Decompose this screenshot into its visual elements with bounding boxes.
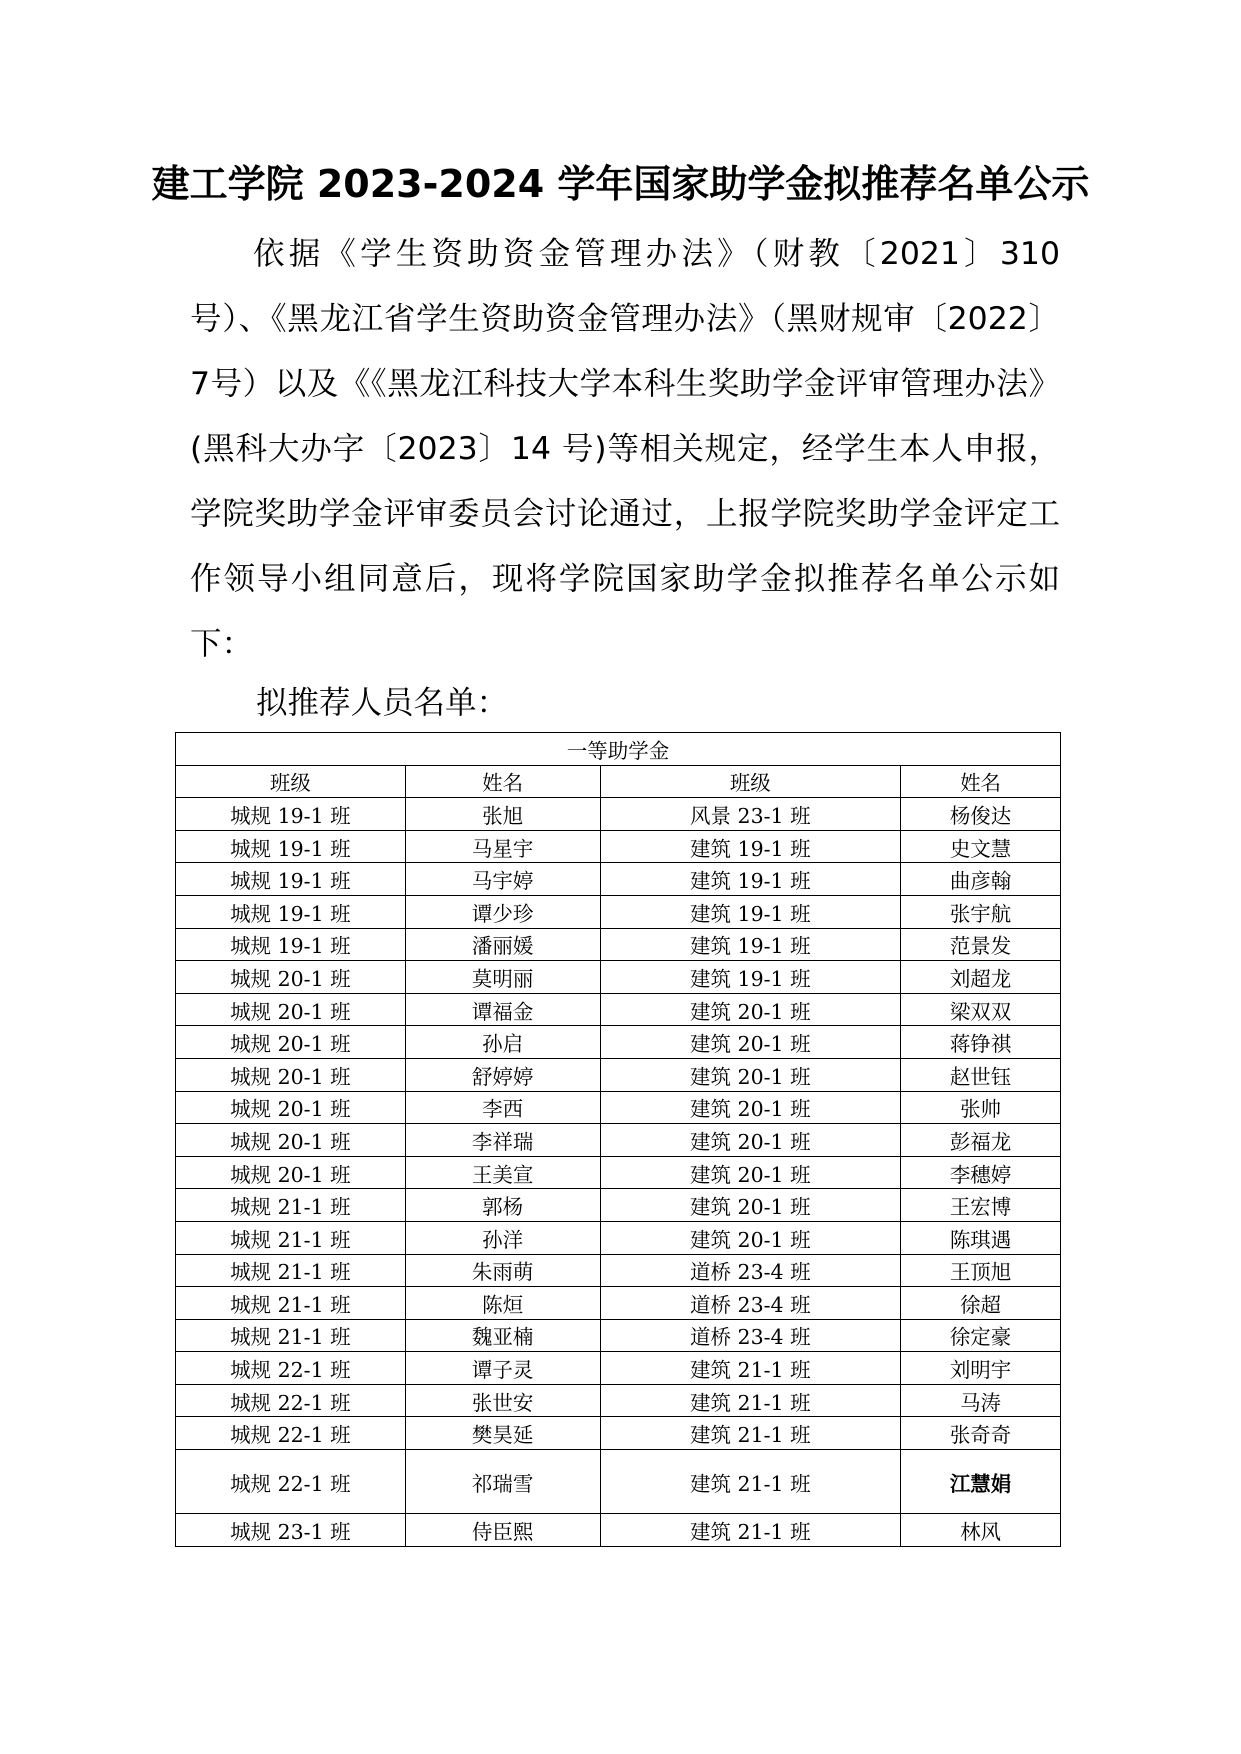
- cell-name: 郭杨: [405, 1189, 600, 1222]
- table-row: [176, 863, 1061, 896]
- cell-name: 王美宣: [405, 1156, 600, 1189]
- cell-class: 城规 22-1 班: [176, 1450, 406, 1514]
- table-row: [176, 928, 1061, 961]
- table-caption: 一等助学金: [176, 733, 1061, 766]
- cell-name: 祁瑞雪: [405, 1450, 600, 1514]
- cell-class: 建筑 20-1 班: [600, 1058, 901, 1091]
- cell-name: 张旭: [405, 798, 600, 831]
- table-row: [176, 830, 1061, 863]
- table-row: [176, 1384, 1061, 1417]
- cell-class: 建筑 19-1 班: [600, 961, 901, 994]
- recommendation-table: [175, 732, 1061, 1547]
- cell-name: 舒婷婷: [405, 1058, 600, 1091]
- cell-name: 张奇奇: [901, 1417, 1061, 1450]
- cell-name: 马涛: [901, 1384, 1061, 1417]
- cell-class: 建筑 20-1 班: [600, 993, 901, 1026]
- table-row: [176, 993, 1061, 1026]
- cell-name: 李穗婷: [901, 1156, 1061, 1189]
- table-row: [176, 1189, 1061, 1222]
- table-row: [176, 1319, 1061, 1352]
- cell-name: 徐定豪: [901, 1319, 1061, 1352]
- cell-class: 建筑 19-1 班: [600, 830, 901, 863]
- cell-name: 张帅: [901, 1091, 1061, 1124]
- cell-class: 建筑 20-1 班: [600, 1156, 901, 1189]
- cell-class: 建筑 21-1 班: [600, 1352, 901, 1385]
- cell-name: 潘丽媛: [405, 928, 600, 961]
- cell-class: 城规 19-1 班: [176, 895, 406, 928]
- cell-class: 城规 20-1 班: [176, 1058, 406, 1091]
- cell-class: 城规 19-1 班: [176, 863, 406, 896]
- cell-class: 城规 22-1 班: [176, 1417, 406, 1450]
- cell-class: 城规 23-1 班: [176, 1514, 406, 1547]
- table-row: [176, 1221, 1061, 1254]
- table-row: [176, 961, 1061, 994]
- cell-name: 谭少珍: [405, 895, 600, 928]
- cell-name: 陈烜: [405, 1287, 600, 1320]
- body-paragraph: 依据《学生资助资金管理办法》（财教〔2021〕310 号）、《黑龙江省学生资助资金管理办法》（黑财规审〔2022〕7号）以及《《黑龙江科技大学本科生奖助学金评审管理办法》(黑科大办字〔2023〕14 号)等相关规定，经学生本人申报，学院奖助学金评审委员会讨论通过，上报学院奖助学金评定工作领导小组同意后，现将学院国家助学金拟推荐名单公示如下：: [190, 236, 1060, 662]
- cell-class: 城规 19-1 班: [176, 928, 406, 961]
- cell-class: 城规 19-1 班: [176, 830, 406, 863]
- cell-class: 建筑 21-1 班: [600, 1417, 901, 1450]
- column-header-class: 班级: [600, 765, 901, 798]
- cell-class: 建筑 20-1 班: [600, 1091, 901, 1124]
- cell-class: 建筑 21-1 班: [600, 1450, 901, 1514]
- cell-class: 城规 21-1 班: [176, 1189, 406, 1222]
- cell-name: 莫明丽: [405, 961, 600, 994]
- cell-name: 刘明宇: [901, 1352, 1061, 1385]
- cell-class: 建筑 19-1 班: [600, 863, 901, 896]
- cell-name: 范景发: [901, 928, 1061, 961]
- cell-name: 孙启: [405, 1026, 600, 1059]
- table-header-row: [176, 765, 1061, 798]
- cell-name: 梁双双: [901, 993, 1061, 1026]
- cell-name: 谭福金: [405, 993, 600, 1026]
- cell-class: 城规 22-1 班: [176, 1384, 406, 1417]
- cell-class: 城规 20-1 班: [176, 993, 406, 1026]
- table-row: [176, 1091, 1061, 1124]
- table-row: [176, 1352, 1061, 1385]
- cell-name: 魏亚楠: [405, 1319, 600, 1352]
- cell-class: 城规 21-1 班: [176, 1319, 406, 1352]
- cell-class: 建筑 21-1 班: [600, 1514, 901, 1547]
- cell-name: 徐超: [901, 1287, 1061, 1320]
- table-row: [176, 1450, 1061, 1514]
- table-body: [176, 798, 1061, 1546]
- cell-class: 城规 20-1 班: [176, 1156, 406, 1189]
- table-row: [176, 895, 1061, 928]
- cell-class: 建筑 21-1 班: [600, 1384, 901, 1417]
- cell-name: 杨俊达: [901, 798, 1061, 831]
- table-row: [176, 1417, 1061, 1450]
- table-row: [176, 1514, 1061, 1547]
- list-heading: 拟推荐人员名单：: [256, 685, 509, 721]
- cell-class: 建筑 20-1 班: [600, 1221, 901, 1254]
- cell-class: 城规 20-1 班: [176, 961, 406, 994]
- cell-class: 建筑 20-1 班: [600, 1124, 901, 1157]
- cell-name: 曲彦翰: [901, 863, 1061, 896]
- cell-class: 建筑 20-1 班: [600, 1189, 901, 1222]
- cell-name: 李西: [405, 1091, 600, 1124]
- cell-name: 蒋铮祺: [901, 1026, 1061, 1059]
- cell-class: 建筑 20-1 班: [600, 1026, 901, 1059]
- cell-name: 林风: [901, 1514, 1061, 1547]
- column-header-name: 姓名: [901, 765, 1061, 798]
- table-caption-row: [176, 733, 1061, 766]
- cell-name: 赵世钰: [901, 1058, 1061, 1091]
- cell-name: 王顶旭: [901, 1254, 1061, 1287]
- cell-name: 马宇婷: [405, 863, 600, 896]
- cell-class: 城规 19-1 班: [176, 798, 406, 831]
- cell-name: 樊昊延: [405, 1417, 600, 1450]
- table-row: [176, 798, 1061, 831]
- cell-class: 城规 20-1 班: [176, 1026, 406, 1059]
- cell-name: 张世安: [405, 1384, 600, 1417]
- table-row: [176, 1254, 1061, 1287]
- cell-name: 李祥瑞: [405, 1124, 600, 1157]
- cell-name: 刘超龙: [901, 961, 1061, 994]
- cell-name: 江慧娟: [901, 1450, 1061, 1514]
- cell-class: 城规 21-1 班: [176, 1287, 406, 1320]
- page-title: 建工学院 2023-2024 学年国家助学金拟推荐名单公示: [151, 162, 1090, 206]
- cell-name: 马星宇: [405, 830, 600, 863]
- cell-class: 城规 21-1 班: [176, 1221, 406, 1254]
- table-row: [176, 1287, 1061, 1320]
- cell-class: 城规 20-1 班: [176, 1091, 406, 1124]
- cell-class: 道桥 23-4 班: [600, 1254, 901, 1287]
- table-row: [176, 1156, 1061, 1189]
- cell-name: 王宏博: [901, 1189, 1061, 1222]
- cell-class: 城规 21-1 班: [176, 1254, 406, 1287]
- cell-name: 史文慧: [901, 830, 1061, 863]
- cell-class: 建筑 19-1 班: [600, 895, 901, 928]
- cell-name: 朱雨萌: [405, 1254, 600, 1287]
- cell-name: 侍臣熙: [405, 1514, 600, 1547]
- cell-class: 道桥 23-4 班: [600, 1287, 901, 1320]
- table-row: [176, 1026, 1061, 1059]
- cell-name: 彭福龙: [901, 1124, 1061, 1157]
- cell-class: 道桥 23-4 班: [600, 1319, 901, 1352]
- column-header-class: 班级: [176, 765, 406, 798]
- table-row: [176, 1124, 1061, 1157]
- table-row: [176, 1058, 1061, 1091]
- cell-class: 城规 20-1 班: [176, 1124, 406, 1157]
- cell-class: 城规 22-1 班: [176, 1352, 406, 1385]
- cell-class: 建筑 19-1 班: [600, 928, 901, 961]
- cell-name: 孙洋: [405, 1221, 600, 1254]
- cell-name: 张宇航: [901, 895, 1061, 928]
- cell-name: 陈琪遇: [901, 1221, 1061, 1254]
- column-header-name: 姓名: [405, 765, 600, 798]
- cell-class: 风景 23-1 班: [600, 798, 901, 831]
- cell-name: 谭子灵: [405, 1352, 600, 1385]
